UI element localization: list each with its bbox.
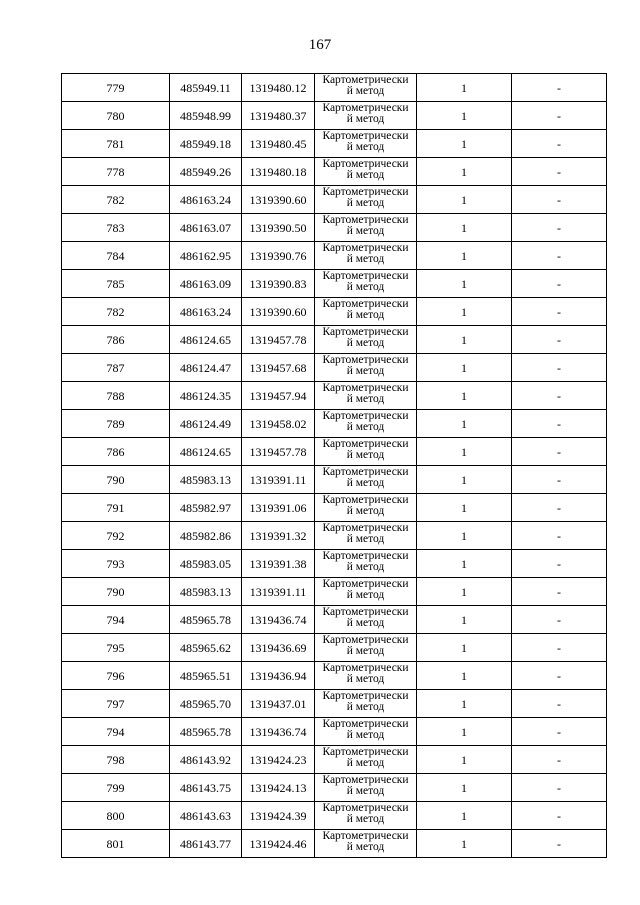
y-coordinate-cell: 1319480.37 xyxy=(242,102,315,130)
method-cell: Картометрически й метод xyxy=(315,606,417,634)
accuracy-cell: 1 xyxy=(417,158,512,186)
description-cell: - xyxy=(512,774,607,802)
accuracy-cell: 1 xyxy=(417,606,512,634)
method-cell: Картометрически й метод xyxy=(315,270,417,298)
description-cell: - xyxy=(512,718,607,746)
x-coordinate-cell: 486163.24 xyxy=(170,186,242,214)
description-cell: - xyxy=(512,466,607,494)
description-cell: - xyxy=(512,186,607,214)
x-coordinate-cell: 485965.78 xyxy=(170,606,242,634)
point-number-cell: 790 xyxy=(62,466,170,494)
y-coordinate-cell: 1319391.38 xyxy=(242,550,315,578)
y-coordinate-cell: 1319436.74 xyxy=(242,718,315,746)
table-row xyxy=(62,606,607,634)
x-coordinate-cell: 486143.75 xyxy=(170,774,242,802)
description-cell: - xyxy=(512,522,607,550)
description-cell: - xyxy=(512,494,607,522)
y-coordinate-cell: 1319391.06 xyxy=(242,494,315,522)
y-coordinate-cell: 1319457.94 xyxy=(242,382,315,410)
method-cell: Картометрически й метод xyxy=(315,214,417,242)
y-coordinate-cell: 1319436.69 xyxy=(242,634,315,662)
method-cell: Картометрически й метод xyxy=(315,634,417,662)
y-coordinate-cell: 1319390.60 xyxy=(242,298,315,326)
y-coordinate-cell: 1319480.12 xyxy=(242,74,315,102)
description-cell: - xyxy=(512,410,607,438)
x-coordinate-cell: 485949.11 xyxy=(170,74,242,102)
table-row xyxy=(62,830,607,858)
accuracy-cell: 1 xyxy=(417,578,512,606)
point-number-cell: 778 xyxy=(62,158,170,186)
table-row xyxy=(62,102,607,130)
y-coordinate-cell: 1319390.76 xyxy=(242,242,315,270)
table-row xyxy=(62,214,607,242)
method-cell: Картометрически й метод xyxy=(315,298,417,326)
table-row xyxy=(62,242,607,270)
y-coordinate-cell: 1319437.01 xyxy=(242,690,315,718)
description-cell: - xyxy=(512,354,607,382)
description-cell: - xyxy=(512,214,607,242)
y-coordinate-cell: 1319458.02 xyxy=(242,410,315,438)
accuracy-cell: 1 xyxy=(417,354,512,382)
accuracy-cell: 1 xyxy=(417,802,512,830)
point-number-cell: 791 xyxy=(62,494,170,522)
table-row xyxy=(62,438,607,466)
description-cell: - xyxy=(512,298,607,326)
point-number-cell: 786 xyxy=(62,326,170,354)
x-coordinate-cell: 485949.18 xyxy=(170,130,242,158)
point-number-cell: 798 xyxy=(62,746,170,774)
point-number-cell: 786 xyxy=(62,438,170,466)
method-cell: Картометрически й метод xyxy=(315,662,417,690)
accuracy-cell: 1 xyxy=(417,438,512,466)
accuracy-cell: 1 xyxy=(417,690,512,718)
table-row xyxy=(62,466,607,494)
accuracy-cell: 1 xyxy=(417,326,512,354)
description-cell: - xyxy=(512,326,607,354)
point-number-cell: 799 xyxy=(62,774,170,802)
y-coordinate-cell: 1319391.11 xyxy=(242,466,315,494)
x-coordinate-cell: 486163.07 xyxy=(170,214,242,242)
y-coordinate-cell: 1319457.68 xyxy=(242,354,315,382)
method-cell: Картометрически й метод xyxy=(315,802,417,830)
x-coordinate-cell: 485983.13 xyxy=(170,578,242,606)
point-number-cell: 794 xyxy=(62,718,170,746)
point-number-cell: 781 xyxy=(62,130,170,158)
description-cell: - xyxy=(512,438,607,466)
method-cell: Картометрически й метод xyxy=(315,718,417,746)
x-coordinate-cell: 486162.95 xyxy=(170,242,242,270)
y-coordinate-cell: 1319391.32 xyxy=(242,522,315,550)
x-coordinate-cell: 485965.78 xyxy=(170,718,242,746)
point-number-cell: 793 xyxy=(62,550,170,578)
y-coordinate-cell: 1319390.50 xyxy=(242,214,315,242)
method-cell: Картометрически й метод xyxy=(315,494,417,522)
method-cell: Картометрически й метод xyxy=(315,242,417,270)
point-number-cell: 783 xyxy=(62,214,170,242)
table-row xyxy=(62,326,607,354)
method-cell: Картометрически й метод xyxy=(315,326,417,354)
y-coordinate-cell: 1319390.83 xyxy=(242,270,315,298)
accuracy-cell: 1 xyxy=(417,214,512,242)
point-number-cell: 797 xyxy=(62,690,170,718)
page-number: 167 xyxy=(308,37,332,53)
method-cell: Картометрически й метод xyxy=(315,466,417,494)
y-coordinate-cell: 1319457.78 xyxy=(242,438,315,466)
table-row xyxy=(62,186,607,214)
point-number-cell: 785 xyxy=(62,270,170,298)
method-cell: Картометрически й метод xyxy=(315,578,417,606)
description-cell: - xyxy=(512,662,607,690)
method-cell: Картометрически й метод xyxy=(315,690,417,718)
table-row xyxy=(62,74,607,102)
point-number-cell: 795 xyxy=(62,634,170,662)
accuracy-cell: 1 xyxy=(417,662,512,690)
table-row xyxy=(62,802,607,830)
point-number-cell: 787 xyxy=(62,354,170,382)
x-coordinate-cell: 486143.92 xyxy=(170,746,242,774)
x-coordinate-cell: 486124.65 xyxy=(170,438,242,466)
accuracy-cell: 1 xyxy=(417,186,512,214)
description-cell: - xyxy=(512,550,607,578)
y-coordinate-cell: 1319436.74 xyxy=(242,606,315,634)
accuracy-cell: 1 xyxy=(417,634,512,662)
x-coordinate-cell: 486163.24 xyxy=(170,298,242,326)
description-cell: - xyxy=(512,606,607,634)
table-row xyxy=(62,410,607,438)
point-number-cell: 782 xyxy=(62,298,170,326)
point-number-cell: 784 xyxy=(62,242,170,270)
table-row xyxy=(62,634,607,662)
accuracy-cell: 1 xyxy=(417,494,512,522)
point-number-cell: 800 xyxy=(62,802,170,830)
description-cell: - xyxy=(512,270,607,298)
x-coordinate-cell: 485948.99 xyxy=(170,102,242,130)
table-row xyxy=(62,662,607,690)
y-coordinate-cell: 1319424.23 xyxy=(242,746,315,774)
description-cell: - xyxy=(512,634,607,662)
method-cell: Картометрически й метод xyxy=(315,130,417,158)
description-cell: - xyxy=(512,830,607,858)
x-coordinate-cell: 486124.65 xyxy=(170,326,242,354)
x-coordinate-cell: 485965.51 xyxy=(170,662,242,690)
point-number-cell: 801 xyxy=(62,830,170,858)
table-row xyxy=(62,718,607,746)
method-cell: Картометрически й метод xyxy=(315,550,417,578)
x-coordinate-cell: 485983.05 xyxy=(170,550,242,578)
accuracy-cell: 1 xyxy=(417,718,512,746)
table-row xyxy=(62,522,607,550)
y-coordinate-cell: 1319436.94 xyxy=(242,662,315,690)
x-coordinate-cell: 485982.86 xyxy=(170,522,242,550)
accuracy-cell: 1 xyxy=(417,550,512,578)
description-cell: - xyxy=(512,690,607,718)
description-cell: - xyxy=(512,102,607,130)
method-cell: Картометрически й метод xyxy=(315,158,417,186)
coordinates-table-body xyxy=(62,74,607,858)
accuracy-cell: 1 xyxy=(417,382,512,410)
accuracy-cell: 1 xyxy=(417,522,512,550)
y-coordinate-cell: 1319480.45 xyxy=(242,130,315,158)
y-coordinate-cell: 1319424.39 xyxy=(242,802,315,830)
method-cell: Картометрически й метод xyxy=(315,354,417,382)
table-row xyxy=(62,578,607,606)
point-number-cell: 779 xyxy=(62,74,170,102)
method-cell: Картометрически й метод xyxy=(315,74,417,102)
x-coordinate-cell: 485965.62 xyxy=(170,634,242,662)
x-coordinate-cell: 485965.70 xyxy=(170,690,242,718)
point-number-cell: 796 xyxy=(62,662,170,690)
accuracy-cell: 1 xyxy=(417,74,512,102)
y-coordinate-cell: 1319391.11 xyxy=(242,578,315,606)
x-coordinate-cell: 486124.35 xyxy=(170,382,242,410)
description-cell: - xyxy=(512,158,607,186)
y-coordinate-cell: 1319390.60 xyxy=(242,186,315,214)
point-number-cell: 788 xyxy=(62,382,170,410)
table-row xyxy=(62,382,607,410)
accuracy-cell: 1 xyxy=(417,830,512,858)
description-cell: - xyxy=(512,746,607,774)
method-cell: Картометрически й метод xyxy=(315,382,417,410)
y-coordinate-cell: 1319424.13 xyxy=(242,774,315,802)
x-coordinate-cell: 485949.26 xyxy=(170,158,242,186)
accuracy-cell: 1 xyxy=(417,410,512,438)
point-number-cell: 782 xyxy=(62,186,170,214)
point-number-cell: 789 xyxy=(62,410,170,438)
table-row xyxy=(62,354,607,382)
method-cell: Картометрически й метод xyxy=(315,410,417,438)
method-cell: Картометрически й метод xyxy=(315,186,417,214)
method-cell: Картометрически й метод xyxy=(315,522,417,550)
x-coordinate-cell: 486143.77 xyxy=(170,830,242,858)
accuracy-cell: 1 xyxy=(417,774,512,802)
coordinates-table xyxy=(61,73,607,858)
y-coordinate-cell: 1319480.18 xyxy=(242,158,315,186)
accuracy-cell: 1 xyxy=(417,270,512,298)
accuracy-cell: 1 xyxy=(417,746,512,774)
point-number-cell: 794 xyxy=(62,606,170,634)
method-cell: Картометрически й метод xyxy=(315,102,417,130)
accuracy-cell: 1 xyxy=(417,242,512,270)
table-row xyxy=(62,494,607,522)
description-cell: - xyxy=(512,242,607,270)
x-coordinate-cell: 485982.97 xyxy=(170,494,242,522)
method-cell: Картометрически й метод xyxy=(315,438,417,466)
point-number-cell: 790 xyxy=(62,578,170,606)
table-row xyxy=(62,550,607,578)
description-cell: - xyxy=(512,382,607,410)
x-coordinate-cell: 486124.49 xyxy=(170,410,242,438)
description-cell: - xyxy=(512,74,607,102)
accuracy-cell: 1 xyxy=(417,102,512,130)
method-cell: Картометрически й метод xyxy=(315,746,417,774)
accuracy-cell: 1 xyxy=(417,298,512,326)
x-coordinate-cell: 485983.13 xyxy=(170,466,242,494)
x-coordinate-cell: 486124.47 xyxy=(170,354,242,382)
x-coordinate-cell: 486143.63 xyxy=(170,802,242,830)
table-row xyxy=(62,690,607,718)
table-row xyxy=(62,298,607,326)
description-cell: - xyxy=(512,802,607,830)
point-number-cell: 792 xyxy=(62,522,170,550)
accuracy-cell: 1 xyxy=(417,466,512,494)
table-row xyxy=(62,746,607,774)
description-cell: - xyxy=(512,130,607,158)
y-coordinate-cell: 1319424.46 xyxy=(242,830,315,858)
table-row xyxy=(62,158,607,186)
y-coordinate-cell: 1319457.78 xyxy=(242,326,315,354)
description-cell: - xyxy=(512,578,607,606)
x-coordinate-cell: 486163.09 xyxy=(170,270,242,298)
method-cell: Картометрически й метод xyxy=(315,774,417,802)
point-number-cell: 780 xyxy=(62,102,170,130)
table-row xyxy=(62,774,607,802)
table-row xyxy=(62,270,607,298)
table-row xyxy=(62,130,607,158)
accuracy-cell: 1 xyxy=(417,130,512,158)
method-cell: Картометрически й метод xyxy=(315,830,417,858)
